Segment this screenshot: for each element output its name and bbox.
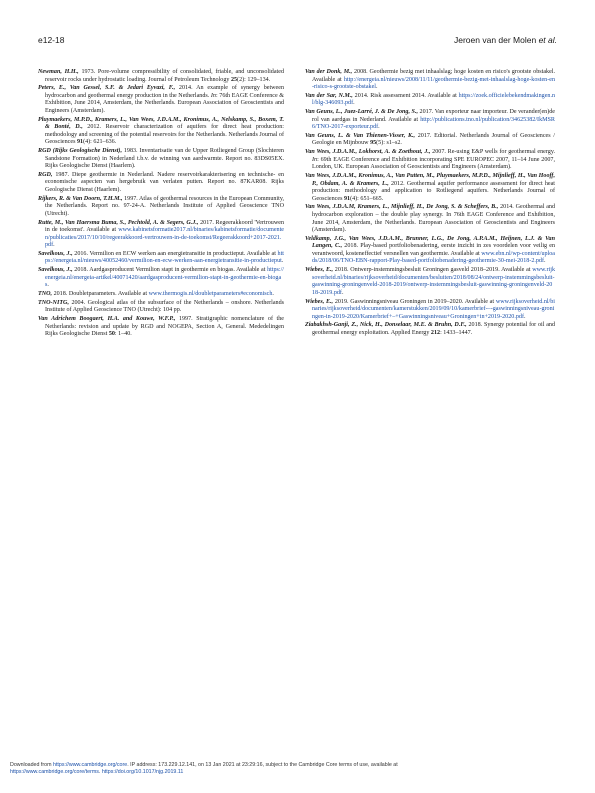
reference-text: 1997. Stratigraphic nomenclature of the Netherlands: revision and update by RGD and NOGEPA, Section A, General. Mededelingen Rijks Geologische Dienst bbox=[45, 316, 284, 338]
reference-text: 1987. Diepe geothermie in Nederland. Nadere reservoirkarakterisering en technische- en economische aspecten van hergebruik van verlaten putten. Report no. 87KAR08. Rijks Geologische Dienst (Haarlem). bbox=[45, 171, 284, 193]
reference-text: (4): 651–665. bbox=[350, 195, 384, 202]
reference-authors: Pluymaekers, M.P.D., Kramers, L., Van Wees, J.D.A.M., Kronimus, A., Nelskamp, S., Boxem, T. & Bonté, D., bbox=[38, 116, 284, 131]
reference-text: 2004. Geological atlas of the subsurface of the Netherlands – onshore. Netherlands Institute of Applied Geoscience TNO (Utrecht): 104 pp. bbox=[45, 299, 284, 314]
reference-italic: In bbox=[210, 92, 216, 99]
reference-entry bbox=[38, 172, 284, 195]
running-author bbox=[454, 35, 557, 45]
reference-link[interactable]: www.thermogis.nl/doubletparameters#economisch bbox=[148, 291, 273, 297]
reference-text: (5): s1–s2. bbox=[376, 140, 402, 147]
reference-text: 1997. Atlas of geothermal resources in the European Community, the Netherlands. Report no. 97-24-A. Netherlands Institute of Applied Geoscience TNO (Utrecht). bbox=[45, 195, 284, 217]
reference-text: : 69th EAGE Conference and Exhibition incorporating SPE EUROPEC 2007, 11–14 June 2007, London, UK. European Association of Geoscientists and Engineers (Amsterdam). bbox=[312, 156, 555, 171]
reference-text: . bbox=[353, 100, 355, 107]
reference-text: (4): 621–636. bbox=[83, 139, 117, 146]
running-header bbox=[38, 35, 557, 47]
reference-text: 2017. Editorial. Netherlands Journal of Geosciences / Geologie en Mijnbouw bbox=[312, 132, 555, 147]
reference-volume: 91 bbox=[76, 139, 84, 146]
reference-entry bbox=[305, 204, 555, 234]
reference-authors: Ziabakhsh-Ganji, Z., Nick, H., Donselaar, M.E. & Bruhn, D.F., bbox=[305, 322, 467, 329]
reference-text: . bbox=[378, 124, 380, 131]
reference-italic: In bbox=[312, 156, 318, 163]
reference-text: : 1433–1447. bbox=[440, 329, 473, 336]
reference-authors: Rutte, M., Van Haersma Buma, S., Pechtold, A. & Segers, G.J., bbox=[38, 219, 199, 226]
reference-text: 2012. Geothermal aquifer performance assessment for direct heat production: methodology and application to Rotliegend aquifers. Netherlands Journal of Geosciences bbox=[312, 180, 555, 202]
reference-entry bbox=[38, 117, 284, 147]
reference-text: . bbox=[523, 313, 526, 320]
reference-entry bbox=[305, 322, 555, 337]
reference-text: 2017. Van exporteur naar importeur. De verander(en)de rol van aardgas in Nederland. Available at bbox=[312, 109, 555, 123]
reference-entry bbox=[305, 133, 555, 148]
reference-volume: 25 bbox=[230, 76, 238, 83]
reference-text: . bbox=[272, 291, 274, 297]
reference-text: (2): 129–134. bbox=[237, 76, 271, 83]
reference-text: . bbox=[281, 258, 284, 265]
reference-authors: Van Geuns, L., Juez-Larré, J. & De Jong, S., bbox=[305, 109, 418, 116]
reference-authors: Wiebes, E., bbox=[305, 267, 334, 274]
reference-volume: 50 bbox=[108, 331, 115, 338]
reference-authors: TNO-NITG, bbox=[38, 299, 69, 306]
reference-entry bbox=[305, 173, 555, 203]
reference-text: 2014. An example of synergy between hydrocarbon and geothermal energy production in the Netherlands. bbox=[45, 85, 284, 99]
reference-authors: Newman, H.H., bbox=[38, 69, 79, 75]
reference-authors: Van Geuns, L. & Van Thienen-Visser, K., bbox=[305, 132, 416, 139]
author-name: Jeroen van der Molen bbox=[453, 35, 539, 45]
reference-entry bbox=[38, 220, 284, 250]
reference-entry bbox=[38, 291, 284, 299]
reference-entry bbox=[305, 109, 555, 132]
reference-text: . bbox=[341, 289, 344, 296]
reference-text: 1983. Inventarisatie van de Upper Rotliegend Group (Slochteren Sandstone Formation) in Nederland t.b.v. de winning van aardwarmte. Report no. 83DS05EX. Rijks Geologische Dienst (Haarlem). bbox=[45, 148, 284, 170]
reference-volume: 95 bbox=[370, 140, 377, 147]
reference-text: 2018. Ontwerp-instemmingsbesluit Groningen gasveld 2018–2019. Available at bbox=[333, 267, 533, 274]
reference-text: . bbox=[53, 242, 55, 249]
reference-text: 2014. Risk assessment 2014. Available at bbox=[352, 92, 459, 99]
reference-authors: Veldkamp, J.G., Van Wees, J.D.A.M., Brunner, L.G., De Jong, A.P.A.M., Heijnen, L.J. & Van Langen, C., bbox=[305, 235, 555, 250]
reference-text: . bbox=[544, 258, 546, 265]
reference-column-left bbox=[38, 69, 284, 340]
reference-authors: RGD (Rijks Geologische Dienst), bbox=[38, 148, 122, 155]
reference-text: 1973. Pore-volume compressibility of consolidated, friable, and unconsolidated reservoir rocks under hydrostatic loading. Journal of Petroleum Technology bbox=[45, 69, 284, 83]
reference-entry bbox=[38, 251, 284, 266]
reference-authors: Savelkous, J., bbox=[38, 250, 73, 257]
reference-link[interactable]: www.kabinetsformatie2017.nl/binaries/kabinetsformatie/documenten/publicaties/2017/10/10/regeerakkoord-vertrouwen-in-de-toekomst/Regeerakkoord+2017-2021.pdf bbox=[45, 227, 284, 249]
reference-entry bbox=[305, 93, 555, 108]
reference-authors: Peters, E., Van Gessel, S.F. & Jedari Eyvazi, F., bbox=[38, 85, 176, 92]
reference-authors: Wiebes, E., bbox=[305, 298, 334, 305]
reference-entry bbox=[305, 69, 555, 92]
reference-link[interactable]: https://energeia.nl/energeia-artikel/40071420/aardgasproducent-vermilion-stapt-in-geothermie-en-biogas bbox=[45, 267, 284, 289]
reference-authors: Van der Donk, M., bbox=[305, 69, 353, 75]
reference-link[interactable]: https://energeia.nl/nieuws/40052460/vermilion-en-ecw-werken-aan-energietransitie-in-productieput bbox=[45, 250, 284, 265]
reference-text: 2018. Play-based portfoliobenadering, eerste inzicht in zes voordelen voor veilig en verantwoord, kosteneffectief versnellen van geothermie. Available at bbox=[312, 243, 555, 257]
reference-authors: Van Wees, J.D.A.M., Kronimus, A., Van Putten, M., Pluymaekers, M.P.D., Mijnlieff, H., Van Hooff, P., Obdam, A. & Kramers, L., bbox=[305, 173, 555, 187]
reference-text: 2018. Aardgasproducent Vermilion stapt in geothermie en biogas. Available at bbox=[72, 267, 268, 274]
reference-text: 2017. Regeerakkoord 'Vertrouwen in de toekomst'. Available at bbox=[45, 219, 285, 234]
reference-volume: 91 bbox=[343, 195, 351, 202]
footer-text-1: Downloaded from bbox=[10, 762, 53, 768]
reference-entry bbox=[38, 148, 284, 171]
reference-entry bbox=[38, 69, 284, 84]
reference-text: 2012. Reservoir characterization of aquifers for direct heat production: methodology and screening of the potential reservoirs for the Netherlands. Netherlands Journal of Geosciences bbox=[45, 124, 284, 146]
reference-authors: Savelkous, J., bbox=[38, 267, 73, 274]
footer-terms-link[interactable]: https://www.cambridge.org/core/terms bbox=[10, 769, 99, 775]
reference-text: 2016. Vermilion en ECW werken aan energietransitie in productieput. Available at bbox=[72, 250, 278, 257]
reference-authors: Van der Sar, N.M., bbox=[305, 92, 353, 99]
footer-text-2: . IP address: 173.229.12.141, on 13 Jan 2021 at 23:29:16, subject to the Cambridge Core terms of use, available at bbox=[127, 762, 398, 768]
reference-text: 2018. Doubletparameters. Available at bbox=[52, 291, 149, 297]
reference-authors: Van Wees, J.D.A.M., Lokhorst, A. & Zoethout, J., bbox=[305, 149, 431, 156]
reference-link[interactable]: http://publications.tno.nl/publication/34625382/IkMSR6/TNO-2017-exporteur.pdf bbox=[312, 116, 555, 131]
reference-volume: 212 bbox=[430, 329, 441, 336]
reference-authors: RGD, bbox=[38, 171, 53, 178]
reference-entry bbox=[38, 300, 284, 315]
reference-entry bbox=[305, 299, 555, 322]
reference-authors: Van Wees, J.D.A.M, Kramers, L., Mijnlieff, H., De Jong, S. & Scheffers, B., bbox=[305, 204, 499, 211]
reference-column-right bbox=[305, 69, 555, 339]
reference-text: 2008. Geothermie bezig met inhaalslag; hoge kosten en risico's grootste obstakel. Available at bbox=[312, 69, 556, 83]
reference-entry bbox=[305, 267, 555, 297]
reference-entry bbox=[38, 316, 284, 339]
reference-authors: Van Adrichem Boogaert, H.A. and Kouwe, W.F.P., bbox=[38, 316, 176, 323]
reference-text: . bbox=[47, 282, 49, 289]
reference-text: 2019. Gaswinningsniveau Groningen in 2019–2020. Available at bbox=[333, 298, 496, 305]
page-number: e12-18 bbox=[38, 35, 65, 45]
footer-text-3: . bbox=[98, 769, 102, 775]
reference-entry bbox=[38, 196, 284, 219]
reference-entry bbox=[305, 236, 555, 266]
footer-doi-link[interactable]: https://doi.org/10.1017/njg.2019.11 bbox=[101, 769, 184, 775]
reference-entry bbox=[305, 149, 555, 172]
download-footer bbox=[10, 762, 585, 776]
reference-text: 2014. Geothermal and hydrocarbon exploration – the double play synergy. In 76th EAGE Conference and Exhibition, June 2014, Amsterdam, the Netherlands. European Association of Geoscientists and Engineers (Amsterdam). bbox=[312, 204, 556, 234]
reference-link[interactable]: https://zoek.officielebekendmakingen.nl/blg-346093.pdf bbox=[312, 92, 556, 107]
footer-core-link[interactable]: https://www.cambridge.org/core bbox=[53, 762, 128, 768]
reference-text: : 76th EAGE Conference & Exhibition, June 2014, Amsterdam, the Netherlands. European Association of Geoscientists and Engineers (Amsterdam). bbox=[45, 92, 284, 114]
reference-authors: TNO, bbox=[38, 291, 53, 297]
reference-link[interactable]: http://energeia.nl/nieuws/2008/11/11/geothermie-bezig-met-inhaalslag-hoge-kosten-en-risico-s-grootste-obstakel bbox=[312, 76, 555, 91]
reference-text: 2018. Synergy potential for oil and geothermal energy exploitation. Applied Energy bbox=[312, 322, 555, 336]
reference-entry bbox=[38, 85, 284, 115]
reference-text: . bbox=[375, 84, 378, 91]
reference-text: 2007. Re-using E&P wells for geothermal energy. bbox=[430, 149, 556, 156]
reference-link[interactable]: www.rijksoverheid.nl/binaries/rijksoverheid/documenten/kamerstukken/2019/09/10/kamerbrief-–-gaswinningsniveau-groningen-in-2019-2020/Kamerbrief+–+Gaswinningsniveau+Groningen+in+2019-2020.pdf bbox=[312, 298, 555, 320]
author-etal: et al. bbox=[538, 35, 557, 45]
reference-authors: Rijkers, R. & Van Doorn, T.H.M., bbox=[38, 195, 123, 202]
reference-text: : 1–40. bbox=[114, 331, 132, 338]
reference-entry bbox=[38, 267, 284, 290]
reference-link[interactable]: www.rijksoverheid.nl/binaries/rijksoverheid/documenten/besluiten/2018/08/24/ontwerp-instemmingsbesluit-gaswinning-groningenveld-2018-2019/ontwerp-instemmingsbesluit-gaswinning-groningenveld-2018-2019.pdf bbox=[312, 267, 555, 296]
reference-link[interactable]: www.ebn.nl/wp-content/uploads/2018/06/TNO-EBN-rapport-Play-based-portfoliobenadering-geothermie-30-mei-2018-2.pdf bbox=[312, 250, 555, 265]
